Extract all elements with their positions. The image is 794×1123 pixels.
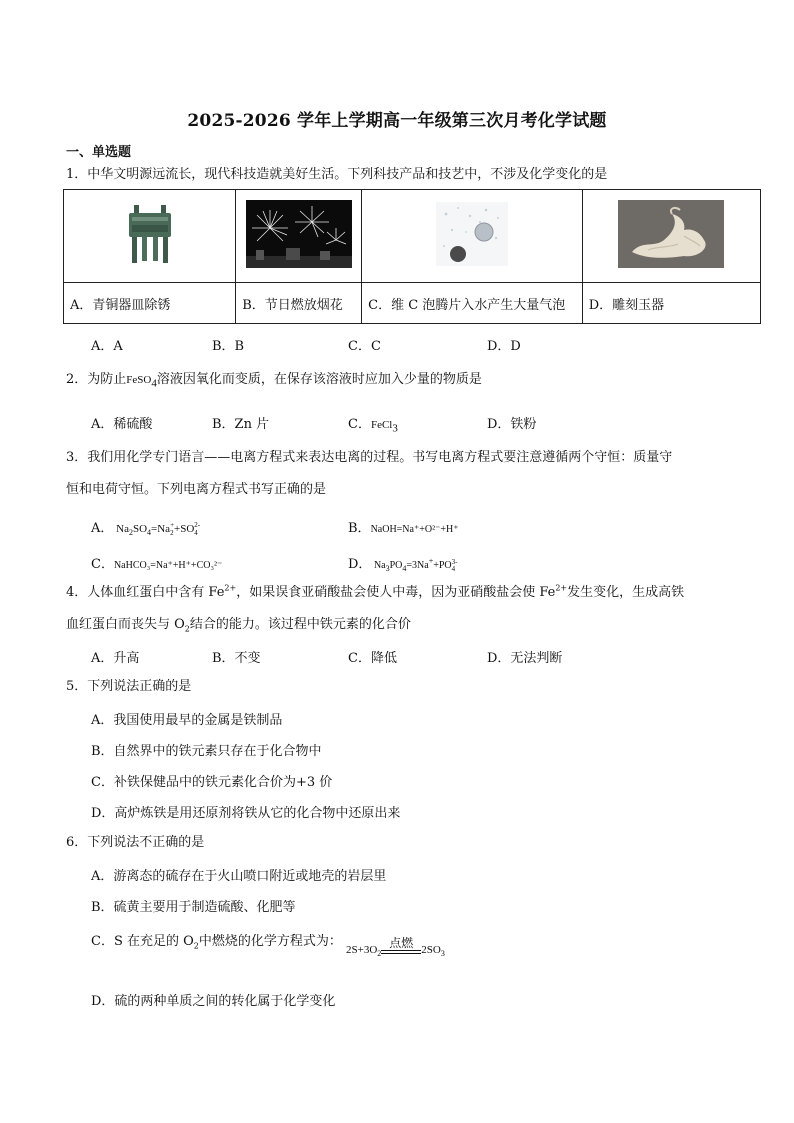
option-c-caption: C．维 C 泡腾片入水产生大量气泡: [362, 283, 583, 324]
question-3-option-b: B．NaOH=Na⁺+O²⁻+H⁺: [348, 521, 459, 536]
jade-carving-image: [618, 200, 724, 268]
question-6-option-a: A．游离态的硫存在于火山喷口附近或地壳的岩层里: [91, 869, 387, 884]
question-3-option-a: A． $Na_2SO_4=Na$ + 2 +SO 2- 4: [91, 521, 201, 538]
question-5-option-c: C．补铁保健品中的铁元素化合价为+3 价: [91, 775, 333, 790]
question-4-stem-line-2: 血红蛋白而丧失与 $O_2$结合的能力。该过程中铁元素的化合价: [66, 617, 411, 634]
effervescent-tablet-image: [436, 202, 508, 266]
question-5-option-a: A．我国使用最早的金属是铁制品: [91, 713, 283, 728]
option-a-caption: A．青铜器皿除锈: [64, 283, 236, 324]
question-6-option-c: C．S 在充足的 $O_2$中燃烧的化学方程式为： $_{2S+3O_2}$ 点燃 $_{2SO_3}$: [91, 934, 445, 959]
question-1-stem: 1．中华文明源远流长，现代科技造就美好生活。下列科技产品和技艺中，不涉及化学变化的是: [66, 167, 608, 182]
section-heading: 一、单选题: [66, 145, 132, 160]
fireworks-image-cell: [236, 190, 362, 283]
question-2-option-d: D．铁粉: [487, 417, 537, 432]
question-3-stem-line-2: 恒和电荷守恒。下列电离方程式书写正确的是: [66, 482, 327, 497]
question-2-stem: 2．为防止FeSO$_4$溶液因氧化而变质，在保存该溶液时应加入少量的物质是: [66, 372, 482, 390]
question-4-option-d: D．无法判断: [487, 651, 563, 666]
question-1-option-a: A．A: [91, 339, 123, 354]
question-1-image-table: [63, 189, 761, 324]
question-1-option-b: B．B: [212, 339, 245, 354]
question-3-stem-line-1: 3．我们用化学专门语言——电离方程式来表达电离的过程。书写电离方程式要注意遵循两个守恒：质量守: [66, 450, 673, 465]
question-4-option-b: B．不变: [212, 651, 261, 666]
question-3-option-d: D． $Na_3PO_4=3Na^++PO$ 3- 4: [348, 556, 458, 573]
fireworks-image: [246, 200, 352, 268]
bronze-ding-vessel-image: [125, 203, 175, 265]
question-2-option-c: C．FeCl$_3$: [348, 417, 398, 435]
question-5-option-d: D．高炉炼铁是用还原剂将铁从它的化合物中还原出来: [91, 806, 401, 821]
reaction-arrow-with-condition: 点燃: [381, 937, 421, 954]
question-4-stem-line-1: 4．人体血红蛋白中含有 $Fe^{2+}$，如果误食亚硝酸盐会使人中毒，因为亚硝酸盐会使 $Fe^{2+}$发生变化，生成高铁: [66, 583, 685, 600]
question-2-option-b: B．Zn 片: [212, 417, 270, 432]
question-4-option-c: C．降低: [348, 651, 397, 666]
question-6-option-d: D．硫的两种单质之间的转化属于化学变化: [91, 994, 336, 1009]
question-5-stem: 5．下列说法正确的是: [66, 679, 192, 694]
effervescent-tablet-image-cell: [362, 190, 583, 283]
question-5-option-b: B．自然界中的铁元素只存在于化合物中: [91, 744, 322, 759]
jade-carving-image-cell: [582, 190, 760, 283]
question-3-option-c: C．NaHCO₃=Na⁺+H⁺+CO₃²⁻: [91, 557, 223, 572]
bronze-vessel-image-cell: [64, 190, 236, 283]
option-d-caption: D．雕刻玉器: [582, 283, 760, 324]
option-b-caption: B．节日燃放烟花: [236, 283, 362, 324]
question-4-option-a: A．升高: [91, 651, 140, 666]
page-title: 2025-2026 学年上学期高一年级第三次月考化学试题: [187, 111, 607, 131]
question-2-option-a: A．稀硫酸: [91, 417, 153, 432]
question-6-stem: 6．下列说法不正确的是: [66, 835, 205, 850]
question-6-option-b: B．硫黄主要用于制造硫酸、化肥等: [91, 900, 296, 915]
question-1-option-c: C．C: [348, 339, 381, 354]
question-1-option-d: D．D: [487, 339, 521, 354]
